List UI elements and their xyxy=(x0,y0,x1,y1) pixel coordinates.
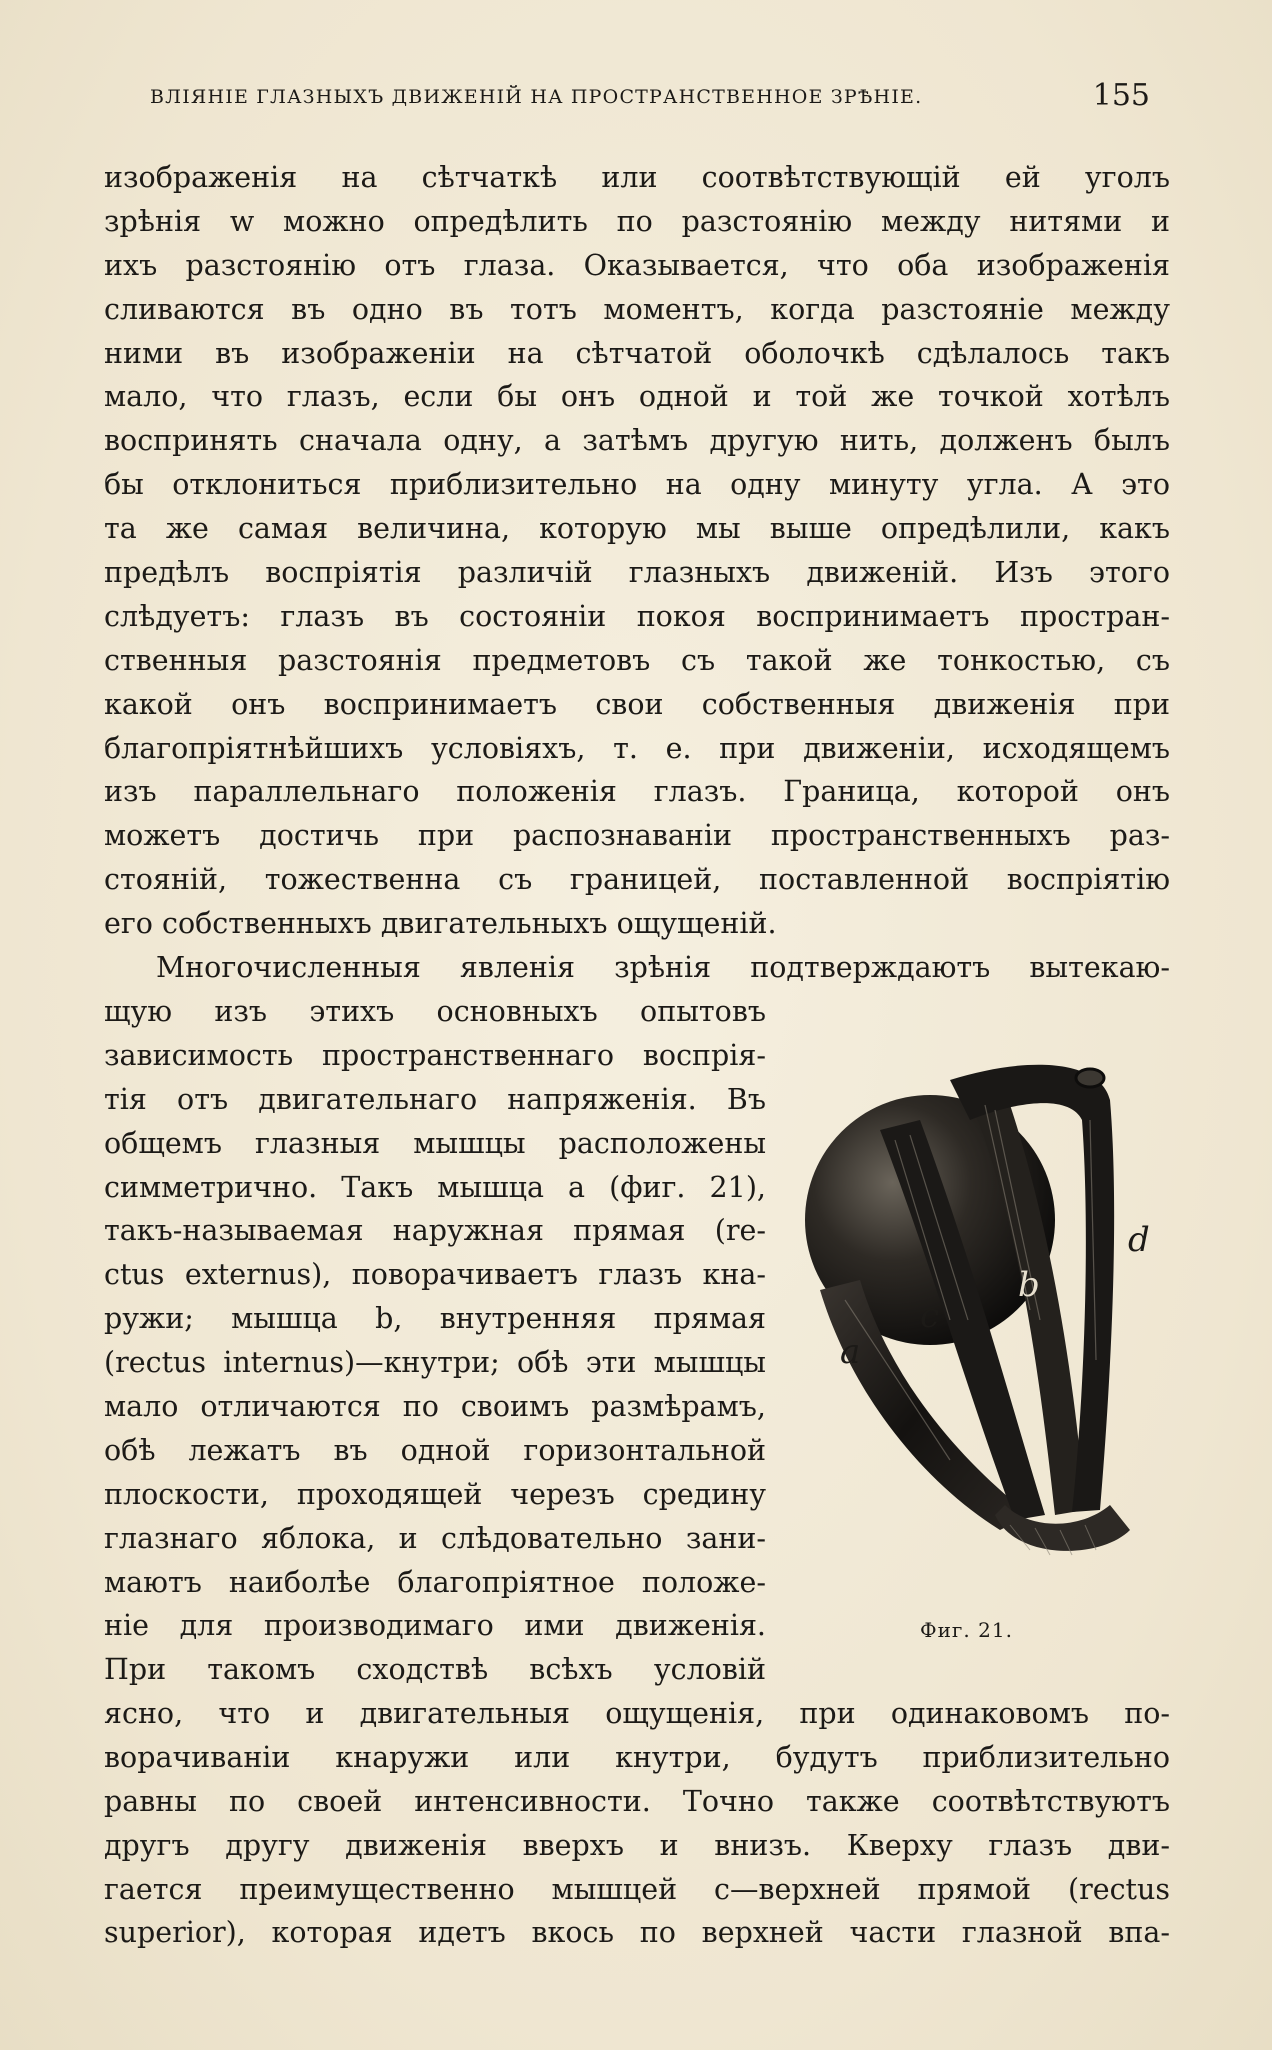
figure-21-eye-muscles xyxy=(800,1060,1160,1580)
text-line: можетъ достичь при распознаваніи пространственныхъ раз- xyxy=(104,819,1170,853)
text-line: благопріятнѣйшихъ условіяхъ, т. е. при движеніи, исходящемъ xyxy=(104,731,1170,765)
text-line: При такомъ сходствѣ всѣхъ условій xyxy=(104,1653,766,1687)
text-line: какой онъ воспринимаетъ свои собственныя движенія при xyxy=(104,687,1170,721)
text-line: предѣлъ воспріятія различій глазныхъ движеній. Изъ этого xyxy=(104,556,1170,590)
running-head xyxy=(150,78,1150,118)
text-line: ственныя разстоянія предметовъ съ такой же тонкостью, съ xyxy=(104,643,1170,677)
text-line: плоскости, проходящей черезъ средину xyxy=(104,1477,766,1511)
text-line: ружи; мышца b, внутренняя прямая xyxy=(104,1302,766,1336)
text-line: (rectus internus)—кнутри; обѣ эти мышцы xyxy=(104,1346,766,1380)
text-line: другъ другу движенія вверхъ и внизъ. Кверху глазъ дви- xyxy=(104,1828,1170,1862)
text-line: изображенія на сѣтчаткѣ или соотвѣтствующій ей уголъ xyxy=(104,161,1170,194)
text-line: такъ-называемая наружная прямая (re- xyxy=(104,1214,766,1248)
figure-label-c: c xyxy=(920,1296,940,1336)
text-line: ворачиваніи кнаружи или кнутри, будутъ приблизительно xyxy=(104,1740,1170,1774)
text-line: Многочисленныя явленія зрѣнія подтверждаютъ вытекаю- xyxy=(156,951,1170,984)
text-line: ними въ изображеніи на сѣтчатой оболочкѣ сдѣлалось такъ xyxy=(104,336,1170,370)
text-line: гается преимущественно мышцей c—верхней прямой (rectus xyxy=(104,1872,1170,1906)
paragraph-2-continuation xyxy=(104,1692,1170,1955)
running-title: ВЛІЯНІЕ ГЛАЗНЫХЪ ДВИЖЕНІЙ НА ПРОСТРАНСТВЕННОЕ ЗРѢНІЕ. xyxy=(150,86,923,108)
figure-label-d: d xyxy=(1128,1220,1150,1260)
text-line: общемъ глазныя мышцы расположены xyxy=(104,1126,766,1160)
text-line: ctus externus), поворачиваетъ глазъ кна- xyxy=(104,1258,766,1292)
text-line: сливаются въ одно въ тотъ моментъ, когда разстояніе между xyxy=(104,292,1170,326)
text-line: симметрично. Такъ мышца a (фиг. 21), xyxy=(104,1170,766,1204)
text-line: ніе для производимаго ими движенія. xyxy=(104,1609,766,1643)
text-line: стояній, тожественна съ границей, поставленной воспріятію xyxy=(104,863,1170,897)
figure-label-a: a xyxy=(840,1332,861,1372)
page-number: 155 xyxy=(1092,78,1150,113)
tendon-pulley xyxy=(1076,1069,1104,1087)
text-line: тія отъ двигательнаго напряженія. Въ xyxy=(104,1082,766,1116)
text-line: зависимость пространственнаго воспрія- xyxy=(104,1038,766,1072)
text-line: superior), которая идетъ вкось по верхней части глазной впа- xyxy=(104,1916,1170,1950)
text-line: мало отличаются по своимъ размѣрамъ, xyxy=(104,1390,766,1424)
text-line: бы отклониться приблизительно на одну минуту угла. А это xyxy=(104,468,1170,502)
text-line: та же самая величина, которую мы выше опредѣлили, какъ xyxy=(104,512,1170,546)
text-line: глазнаго яблока, и слѣдовательно зани- xyxy=(104,1521,766,1555)
text-line: обѣ лежатъ въ одной горизонтальной xyxy=(104,1433,766,1467)
text-line: изъ параллельнаго положенія глазъ. Граница, которой онъ xyxy=(104,775,1170,809)
text-line: зрѣнія w можно опредѣлить по разстоянію между нитями и xyxy=(104,204,1170,238)
text-line: ихъ разстоянію отъ глаза. Оказывается, что оба изображенія xyxy=(104,248,1170,282)
text-line: воспринять сначала одну, а затѣмъ другую нить, долженъ былъ xyxy=(104,424,1170,458)
text-line: маютъ наиболѣе благопріятное положе- xyxy=(104,1565,766,1599)
eye-muscle-illustration xyxy=(800,1060,1160,1580)
text-line: щую изъ этихъ основныхъ опытовъ xyxy=(104,995,766,1028)
text-line: его собственныхъ двигательныхъ ощущеній. xyxy=(104,907,777,941)
figure-caption: Фиг. 21. xyxy=(920,1618,1013,1642)
text-line: мало, что глазъ, если бы онъ одной и той же точкой хотѣлъ xyxy=(104,380,1170,414)
paragraph-2-opening xyxy=(104,946,1170,990)
text-line: равны по своей интенсивности. Точно также соотвѣтствуютъ xyxy=(104,1784,1170,1818)
text-line: слѣдуетъ: глазъ въ состояніи покоя воспринимаетъ простран- xyxy=(104,599,1170,633)
figure-label-b: b xyxy=(1018,1265,1040,1305)
text-line: ясно, что и двигательныя ощущенія, при одинаковомъ по- xyxy=(104,1697,1170,1730)
paragraph-1 xyxy=(104,156,1170,946)
